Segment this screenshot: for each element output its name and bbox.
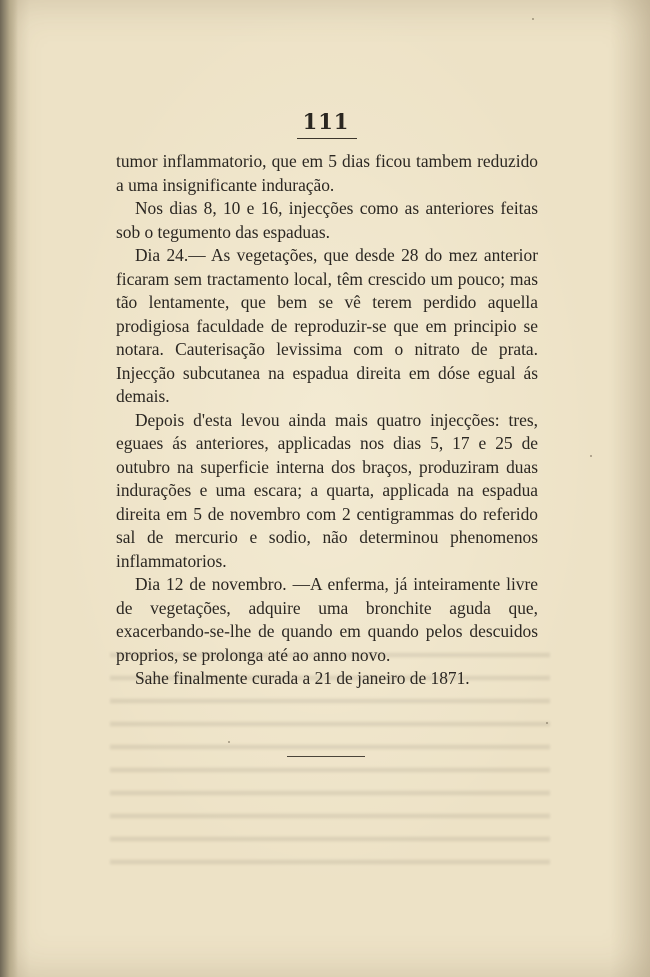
page-binding-edge — [0, 0, 18, 977]
paragraph-closing: Sahe finalmente curada a 21 de janeiro de 1871. — [135, 668, 470, 688]
paper-speck — [228, 741, 230, 743]
show-through-text — [110, 640, 550, 880]
paragraph: Dia 24.— As vegetações, que desde 28 do mez anterior ficaram sem tractamento local, têm crescido um pouco; mas tão lentamente, que bem se vê terem perdido aquella prodigiosa faculdade de reproduzir-se que em principio se notara. Cauterisação levissima com o nitrato de prata. Injecção subcutanea na espadua direita em dóse egual ás demais. — [116, 245, 538, 406]
paper-speck — [590, 455, 592, 457]
paper-speck — [546, 722, 548, 724]
page-number: 111 — [302, 109, 350, 134]
paragraph-continuation: tumor inflammatorio, que em 5 dias ficou tambem reduzido a uma insignificante induração. — [116, 151, 538, 195]
paper-speck — [532, 18, 534, 20]
page-number-rule — [297, 138, 357, 139]
paragraph: Depois d'esta levou ainda mais quatro injecções: tres, eguaes ás anteriores, applicadas nos dias 5, 17 e 25 de outubro na superficie interna dos braços, produziram duas indurações e uma escara; a quarta, applicada na espadua direita em 5 de novembro com 2 centigrammas do referido sal de mercurio e sodio, não determinou phenomenos inflammatorios. — [116, 409, 538, 571]
paragraph: Dia 12 de novembro. —A enferma, já inteiramente livre de vegetações, adquire uma bronchite aguda que, exacerbando-se-lhe de quando em quando pelos descuidos proprios, se prolonga até ao anno novo. — [116, 574, 538, 665]
paragraph: Nos dias 8, 10 e 16, injecções como as anteriores feitas sob o tegumento das espaduas. — [116, 198, 538, 242]
body-text — [116, 150, 538, 691]
